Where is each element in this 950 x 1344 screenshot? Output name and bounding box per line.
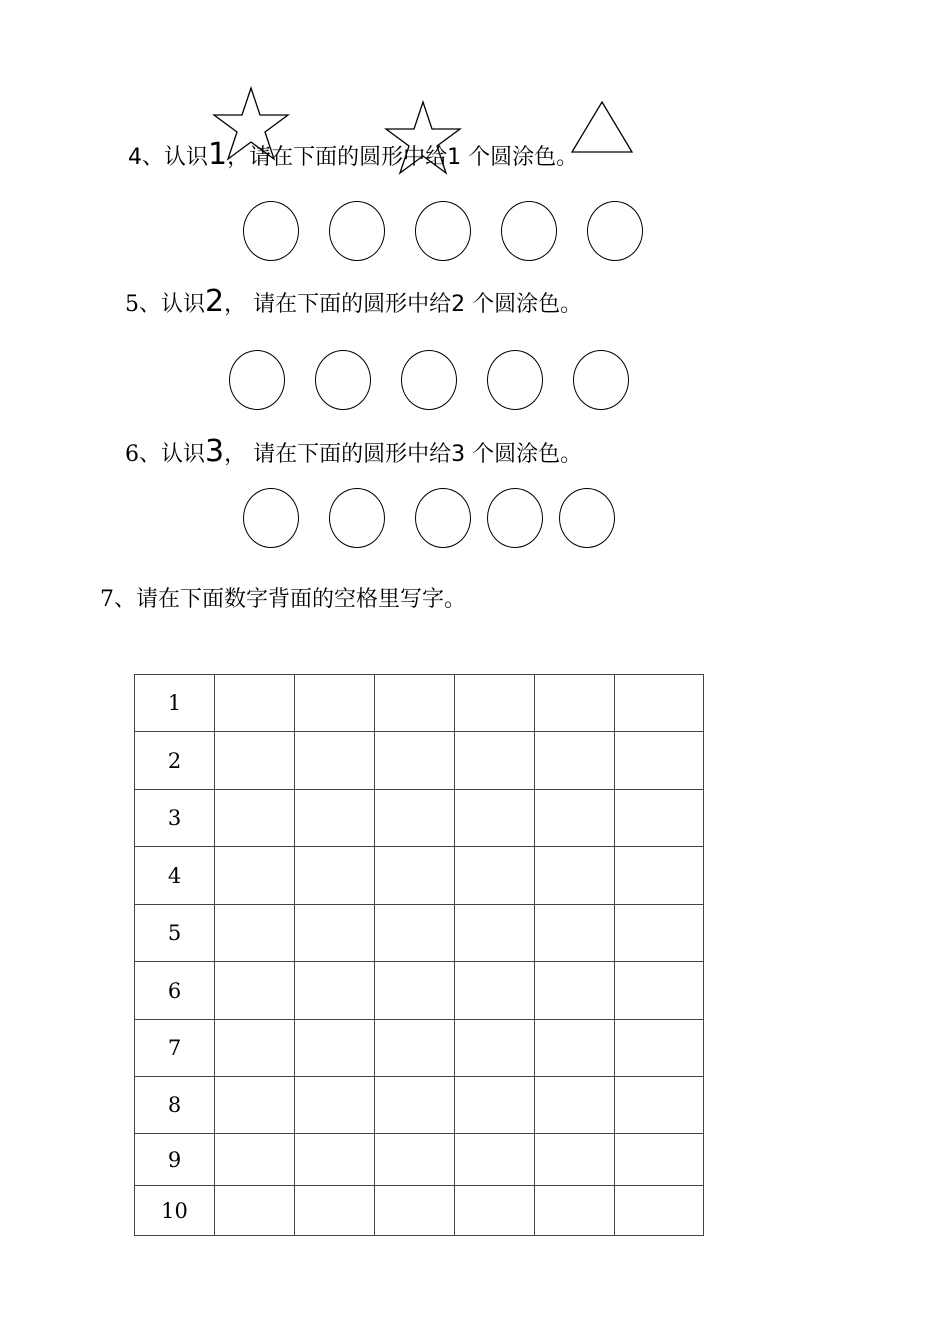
- writing-cell[interactable]: [375, 847, 455, 905]
- grid-row: [135, 847, 704, 905]
- writing-cell[interactable]: [535, 790, 615, 847]
- circle[interactable]: [243, 201, 299, 261]
- writing-cell[interactable]: [615, 1186, 704, 1236]
- circle[interactable]: [329, 201, 385, 261]
- writing-grid: [134, 674, 704, 1236]
- row-number: 8: [135, 1077, 215, 1134]
- grid-row: [135, 732, 704, 790]
- writing-cell[interactable]: [615, 675, 704, 732]
- writing-cell[interactable]: [375, 905, 455, 962]
- writing-cell[interactable]: [535, 1077, 615, 1134]
- row-number: 4: [135, 847, 215, 905]
- grid-row: [135, 1134, 704, 1186]
- writing-cell[interactable]: [215, 1077, 295, 1134]
- circle[interactable]: [315, 350, 371, 410]
- writing-cell[interactable]: [535, 675, 615, 732]
- grid-row: [135, 962, 704, 1020]
- writing-cell[interactable]: [375, 1077, 455, 1134]
- writing-cell[interactable]: [295, 1186, 375, 1236]
- circle[interactable]: [487, 488, 543, 548]
- writing-cell[interactable]: [535, 1134, 615, 1186]
- writing-cell[interactable]: [295, 732, 375, 790]
- question-4: 4、认识1，请在下面的圆形中给1 个圆涂色。: [128, 137, 579, 172]
- writing-cell[interactable]: [295, 675, 375, 732]
- writing-cell[interactable]: [615, 962, 704, 1020]
- question-7: 7、请在下面数字背面的空格里写字。: [100, 587, 466, 612]
- writing-cell[interactable]: [375, 1020, 455, 1077]
- writing-cell[interactable]: [215, 732, 295, 790]
- writing-cell[interactable]: [535, 962, 615, 1020]
- grid-row: [135, 1077, 704, 1134]
- triangle-icon: [570, 100, 634, 154]
- writing-cell[interactable]: [455, 1134, 535, 1186]
- circle[interactable]: [573, 350, 629, 410]
- writing-cell[interactable]: [615, 1020, 704, 1077]
- writing-cell[interactable]: [455, 790, 535, 847]
- writing-cell[interactable]: [375, 962, 455, 1020]
- question-6: 6、认识3， 请在下面的圆形中给3 个圆涂色。: [125, 434, 583, 469]
- writing-cell[interactable]: [215, 905, 295, 962]
- writing-cell[interactable]: [375, 790, 455, 847]
- writing-cell[interactable]: [615, 1134, 704, 1186]
- writing-cell[interactable]: [615, 1077, 704, 1134]
- writing-cell[interactable]: [295, 790, 375, 847]
- writing-cell[interactable]: [455, 1077, 535, 1134]
- writing-cell[interactable]: [375, 1186, 455, 1236]
- circle[interactable]: [329, 488, 385, 548]
- grid-row: [135, 675, 704, 732]
- writing-cell[interactable]: [215, 847, 295, 905]
- digit-1: 1: [208, 137, 228, 172]
- writing-cell[interactable]: [455, 905, 535, 962]
- grid-row: [135, 905, 704, 962]
- writing-cell[interactable]: [375, 675, 455, 732]
- row-number: 7: [135, 1020, 215, 1077]
- row-number: 5: [135, 905, 215, 962]
- circle[interactable]: [587, 201, 643, 261]
- writing-cell[interactable]: [535, 1186, 615, 1236]
- writing-cell[interactable]: [455, 675, 535, 732]
- writing-cell[interactable]: [215, 962, 295, 1020]
- writing-cell[interactable]: [455, 732, 535, 790]
- circle[interactable]: [401, 350, 457, 410]
- grid-row: [135, 790, 704, 847]
- row-number: 9: [135, 1134, 215, 1186]
- writing-cell[interactable]: [295, 1134, 375, 1186]
- writing-cell[interactable]: [215, 1186, 295, 1236]
- writing-cell[interactable]: [215, 790, 295, 847]
- circle[interactable]: [415, 488, 471, 548]
- writing-cell[interactable]: [455, 847, 535, 905]
- row-number: 10: [135, 1186, 215, 1236]
- writing-cell[interactable]: [295, 1020, 375, 1077]
- writing-cell[interactable]: [455, 962, 535, 1020]
- writing-cell[interactable]: [295, 847, 375, 905]
- row-number: 1: [135, 675, 215, 732]
- writing-cell[interactable]: [215, 675, 295, 732]
- writing-cell[interactable]: [375, 732, 455, 790]
- circle[interactable]: [229, 350, 285, 410]
- writing-cell[interactable]: [215, 1134, 295, 1186]
- writing-cell[interactable]: [615, 790, 704, 847]
- writing-cell[interactable]: [535, 1020, 615, 1077]
- digit-2: 2: [205, 284, 225, 319]
- circle[interactable]: [501, 201, 557, 261]
- circle[interactable]: [559, 488, 615, 548]
- writing-cell[interactable]: [535, 732, 615, 790]
- writing-cell[interactable]: [295, 905, 375, 962]
- writing-cell[interactable]: [295, 1077, 375, 1134]
- grid-row: [135, 1186, 704, 1236]
- row-number: 2: [135, 732, 215, 790]
- writing-cell[interactable]: [455, 1020, 535, 1077]
- question-5: 5、认识2， 请在下面的圆形中给2 个圆涂色。: [125, 284, 583, 319]
- writing-cell[interactable]: [535, 847, 615, 905]
- writing-cell[interactable]: [215, 1020, 295, 1077]
- writing-cell[interactable]: [535, 905, 615, 962]
- circle[interactable]: [243, 488, 299, 548]
- row-number: 6: [135, 962, 215, 1020]
- writing-cell[interactable]: [615, 847, 704, 905]
- circle[interactable]: [415, 201, 471, 261]
- writing-cell[interactable]: [455, 1186, 535, 1236]
- writing-cell[interactable]: [615, 732, 704, 790]
- circle[interactable]: [487, 350, 543, 410]
- grid-row: [135, 1020, 704, 1077]
- digit-3: 3: [205, 434, 225, 469]
- writing-cell[interactable]: [375, 1134, 455, 1186]
- writing-cell[interactable]: [615, 905, 704, 962]
- writing-cell[interactable]: [295, 962, 375, 1020]
- row-number: 3: [135, 790, 215, 847]
